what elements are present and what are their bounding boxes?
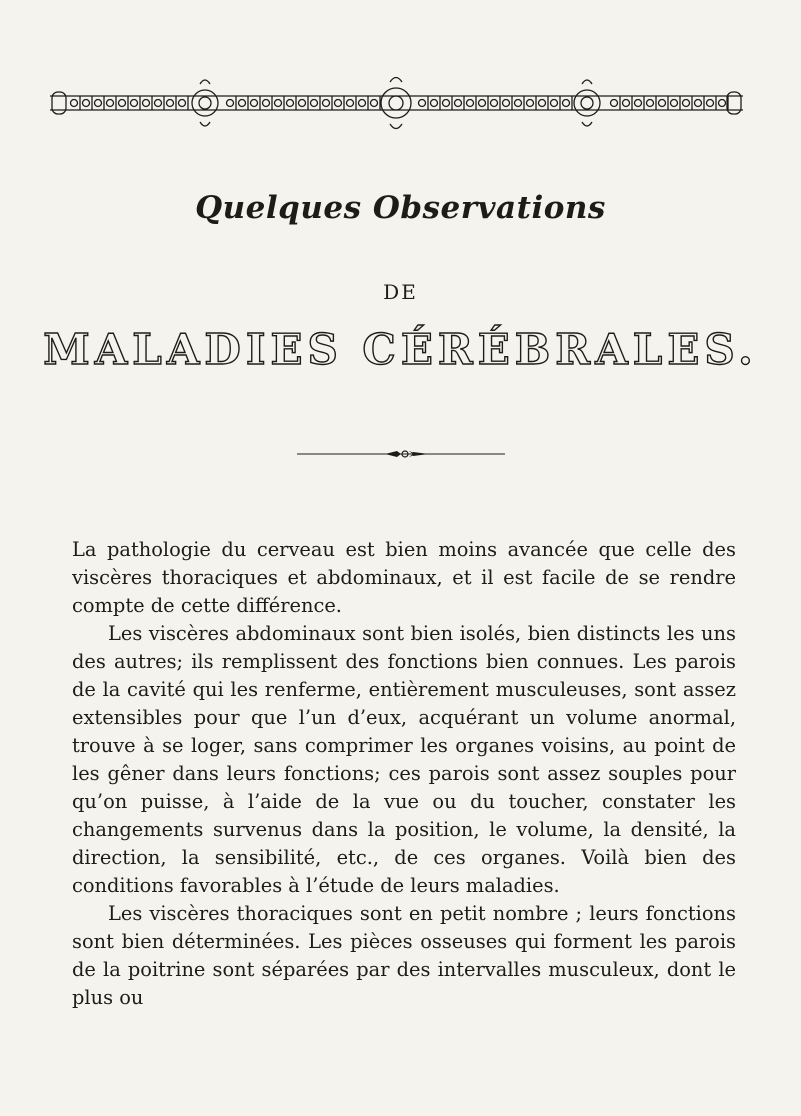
page-title: Quelques Observations xyxy=(195,190,606,226)
paragraph: La pathologie du cerveau est bien moins avancée que celle des viscères thoraciques et abdominaux, et il est facile de se rendre compte de cette différence. xyxy=(72,538,736,617)
title-preposition: DE xyxy=(383,280,418,304)
decorative-divider xyxy=(297,448,505,460)
paragraph: Les viscères abdominaux sont bien isolés, bien distincts les uns des autres; ils remplissent des fonctions bien connues. Les parois de la cavité qui les renferme, entièrement musculeuses, sont assez extensibles pour que l’un d’eux, acquérant un volume anormal, trouve à se loger, sans comprimer les organes voisins, au point de les gêner dans leurs fonctions; ces parois sont assez souples pour qu’on puisse, à l’aide de la vue ou du toucher, constater les changements survenus dans la position, le volume, la densité, la direction, la sensibilité, etc., de ces organes. Voilà bien des conditions favorables à l’étude de leurs maladies. xyxy=(72,622,736,897)
decorative-header-band xyxy=(50,76,743,130)
body-text xyxy=(72,536,736,1012)
paragraph: Les viscères thoraciques sont en petit nombre ; leurs fonctions sont bien déterminées. Les pièces osseuses qui forment les parois de la poitrine sont séparées par des intervalles musculeux, dont le plus ou xyxy=(72,902,736,1009)
page-subtitle: MALADIES CÉRÉBRALES. xyxy=(43,325,758,374)
